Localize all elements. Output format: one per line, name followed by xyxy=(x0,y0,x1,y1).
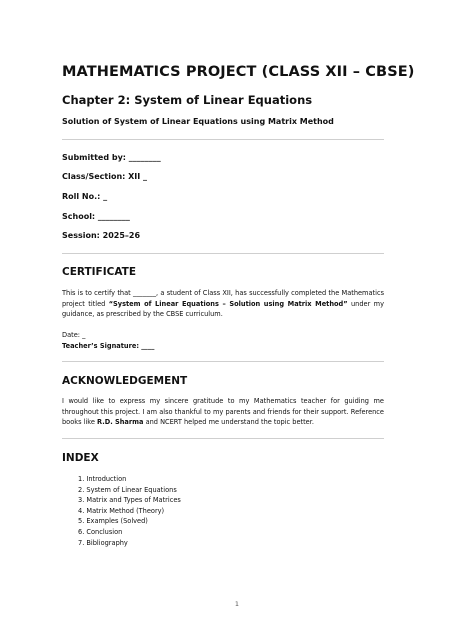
certificate-text-part: This is to certify that _______, a student of Class XII, has successfully completed the Mathematics project titled xyxy=(62,289,384,308)
certificate-text-part: under my guidance, as prescribed by the CBSE curriculum. xyxy=(62,299,384,319)
class-section-field: Class/Section: XII _ xyxy=(62,172,148,181)
divider xyxy=(62,253,384,254)
index-list xyxy=(62,474,181,548)
certificate-text xyxy=(62,288,384,320)
certificate-heading: CERTIFICATE xyxy=(62,266,136,278)
chapter-heading: Chapter 2: System of Linear Equations xyxy=(62,93,313,107)
index-item: 2. System of Linear Equations xyxy=(78,485,177,494)
document-title: MATHEMATICS PROJECT (CLASS XII – CBSE) xyxy=(62,64,415,80)
certificate-project-title: “System of Linear Equations – Solution using Matrix Method” xyxy=(108,299,348,308)
index-item: 6. Conclusion xyxy=(78,527,123,536)
index-item: 3. Matrix and Types of Matrices xyxy=(78,496,181,505)
submitted-by-field: Submitted by: ________ xyxy=(62,153,161,162)
school-field: School: ________ xyxy=(62,212,130,221)
project-subtitle: Solution of System of Linear Equations using Matrix Method xyxy=(62,117,334,126)
acknowledgement-text-part: and NCERT helped me understand the topic better. xyxy=(143,418,314,427)
index-heading: INDEX xyxy=(62,452,99,464)
reference-book: R.D. Sharma xyxy=(97,418,144,427)
certificate-date: Date: _ xyxy=(62,331,86,339)
session-field: Session: 2025–26 xyxy=(62,231,141,240)
divider xyxy=(62,139,384,140)
roll-no-field: Roll No.: _ xyxy=(62,192,108,201)
divider xyxy=(62,361,384,362)
index-item: 5. Examples (Solved) xyxy=(78,517,148,526)
divider xyxy=(62,438,384,439)
index-item: 1. Introduction xyxy=(78,475,127,483)
page-number: 1 xyxy=(234,600,240,608)
index-item: 4. Matrix Method (Theory) xyxy=(78,506,165,515)
index-item: 7. Bibliography xyxy=(78,538,128,547)
acknowledgement-text-part: I would like to express my sincere gratitude to my Mathematics teacher for guiding me throughout this project. I am also thankful to my parents and friends for their support. Reference books like xyxy=(62,397,384,427)
acknowledgement-heading: ACKNOWLEDGEMENT xyxy=(62,375,188,387)
teacher-signature: Teacher’s Signature: ____ xyxy=(62,342,155,350)
acknowledgement-text xyxy=(62,396,384,428)
